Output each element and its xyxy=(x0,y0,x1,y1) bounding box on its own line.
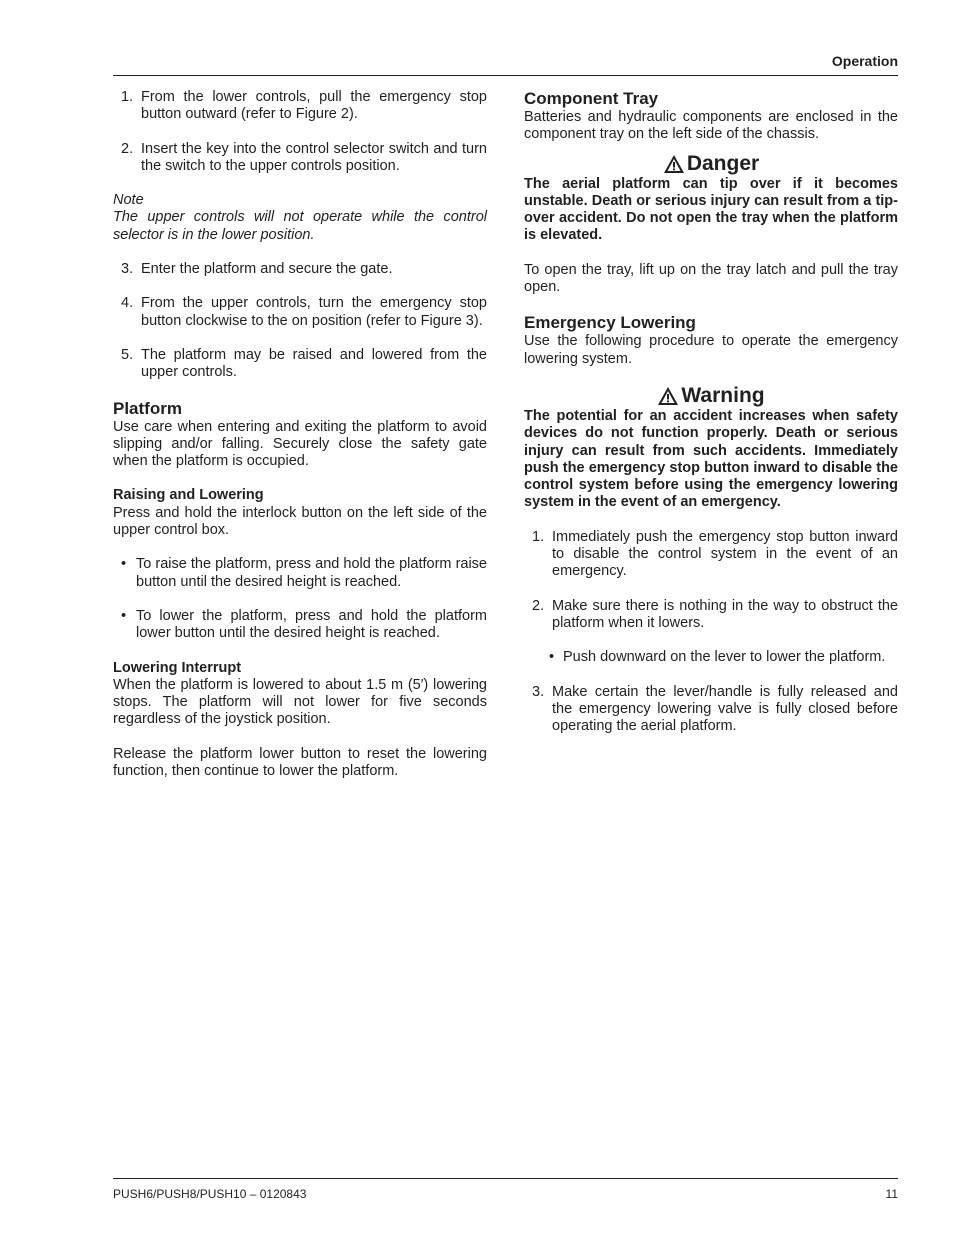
raising-text: Press and hold the interlock button on the left side of the upper control box. xyxy=(113,504,487,539)
raising-heading: Raising and Lowering xyxy=(113,487,264,504)
warning-triangle-icon xyxy=(663,154,685,174)
tray-text: Batteries and hydraulic components are enclosed in the component tray on the left side of the chassis. xyxy=(524,109,898,143)
interrupt-heading: Lowering Interrupt xyxy=(113,659,242,676)
note-label: Note xyxy=(113,192,144,209)
bullet-icon: • xyxy=(121,556,127,573)
danger-title: Danger xyxy=(524,152,898,176)
warning-triangle-icon xyxy=(657,386,679,406)
warning-text: The potential for an accident increases when safety devices do not function properly. Death or serious injury can result from such accidents. Immediately push the emergency stop button inward to disable the control system before using the emergency lowering system in the event of an emergency. xyxy=(524,407,898,511)
platform-text: Use care when entering and exiting the platform to avoid slipping and/or falling. Securely close the safety gate when the platform is occupied. xyxy=(113,418,487,470)
warning-title: Warning xyxy=(524,384,898,408)
footer-rule xyxy=(113,1178,898,1179)
right-column xyxy=(524,89,898,735)
list-item: 3. Make certain the lever/handle is fully released and the emergency lowering valve is fully closed before operating the aerial platform. xyxy=(532,683,898,735)
list-item: 5. The platform may be raised and lowered from the upper controls. xyxy=(121,346,487,381)
list-item: 2. Make sure there is nothing in the way to obstruct the platform when it lowers. xyxy=(532,597,898,631)
tray-open-text: To open the tray, lift up on the tray latch and pull the tray open. xyxy=(524,261,898,296)
list-item: 1. From the lower controls, pull the emergency stop button outward (refer to Figure 2). xyxy=(121,89,487,123)
list-item: 4. From the upper controls, turn the emergency stop button clockwise to the on position (refer to Figure 3). xyxy=(121,295,487,329)
steps-list-b xyxy=(113,261,487,381)
emergency-steps-list-2 xyxy=(524,684,898,736)
list-item: • Push downward on the lever to lower the platform. xyxy=(549,649,886,666)
list-item: 3. Enter the platform and secure the gate. xyxy=(121,261,393,278)
page-number: 11 xyxy=(885,1187,898,1201)
list-item: • To lower the platform, press and hold the platform lower button until the desired height is reached. xyxy=(121,607,487,642)
emergency-heading: Emergency Lowering xyxy=(524,313,696,333)
left-column xyxy=(113,89,487,780)
emergency-steps-list xyxy=(524,529,898,632)
tray-heading: Component Tray xyxy=(524,89,659,108)
footer-model: PUSH6/PUSH8/PUSH10 – 0120843 xyxy=(113,1187,307,1201)
bullet-icon: • xyxy=(549,649,555,666)
platform-heading: Platform xyxy=(113,398,182,418)
danger-text: The aerial platform can tip over if it becomes unstable. Death or serious injury can result from a tip-over accident. Do not open the tray when the platform is elevated. xyxy=(524,175,898,244)
interrupt-text-2: Release the platform lower button to reset the lowering function, then continue to lower the platform. xyxy=(113,745,487,780)
section-title: Operation xyxy=(831,53,898,69)
bullet-icon: • xyxy=(121,607,127,624)
list-item: • To raise the platform, press and hold the platform raise button until the desired height is reached. xyxy=(121,556,487,590)
steps-list-a xyxy=(113,89,487,175)
emergency-text: Use the following procedure to operate the emergency lowering system. xyxy=(524,333,898,367)
list-item: 1. Immediately push the emergency stop button inward to disable the control system in the event of an emergency. xyxy=(532,528,898,580)
interrupt-text-1: When the platform is lowered to about 1.5 m (5′) lowering stops. The platform will not lower for five seconds regardless of the joystick position. xyxy=(113,676,487,728)
header-rule xyxy=(113,75,898,76)
list-item: 2. Insert the key into the control selector switch and turn the switch to the upper controls position. xyxy=(121,140,487,174)
note-text: The upper controls will not operate while the control selector is in the lower position. xyxy=(113,209,487,243)
